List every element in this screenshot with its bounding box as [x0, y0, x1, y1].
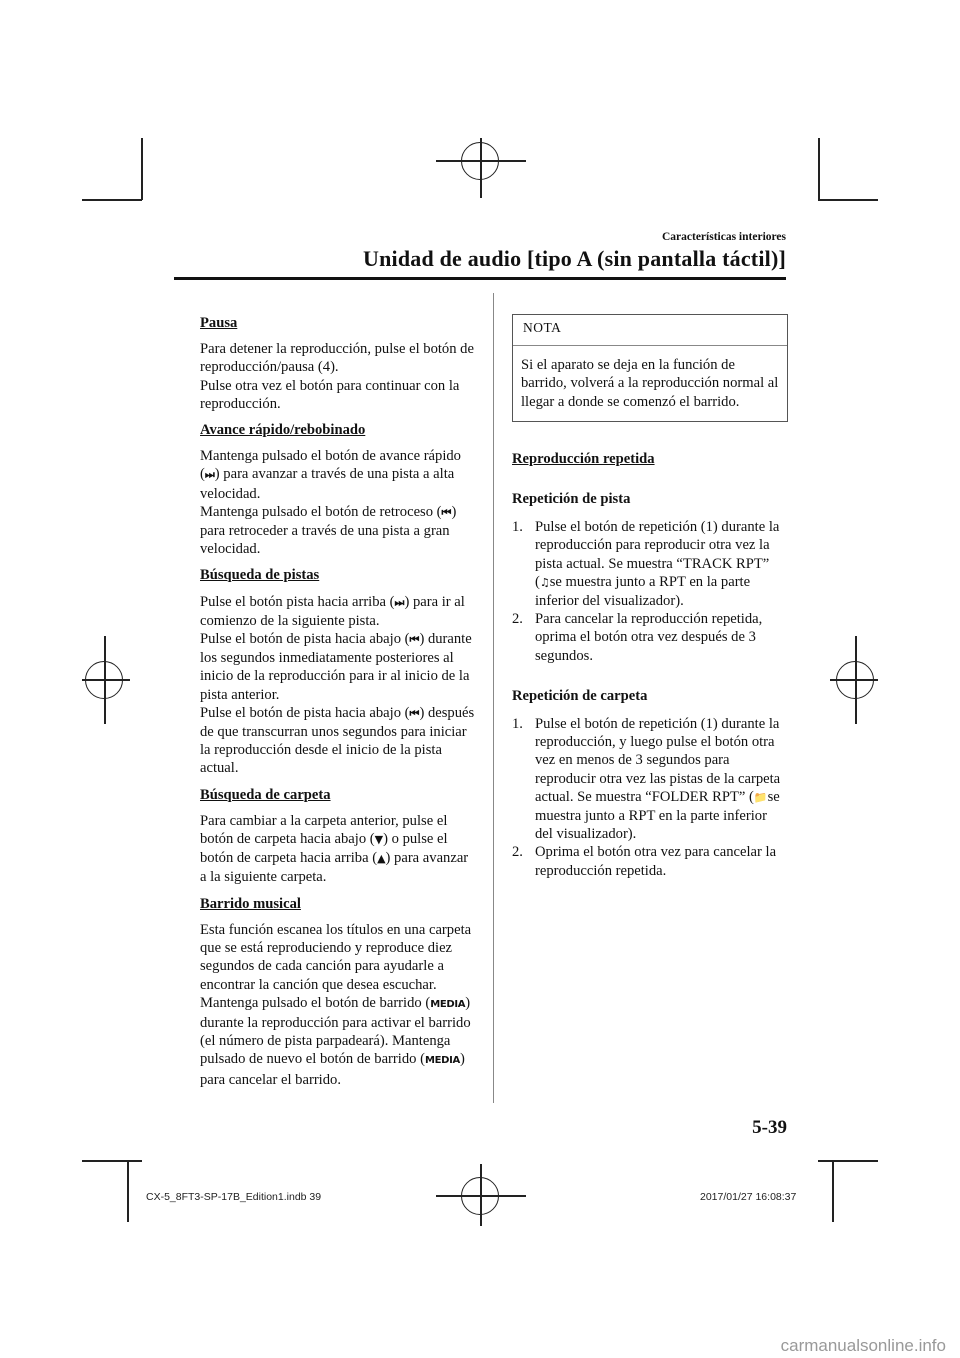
rewind-icon: ⏮: [441, 505, 452, 519]
track-down-icon: ⏮: [409, 706, 420, 720]
watermark: carmanualsonline.info: [780, 1336, 946, 1355]
paragraph-carpeta: Para cambiar a la carpeta anterior, pulse el botón de carpeta hacia abajo (▼) o pulse el botón de carpeta hacia arriba (▲) para avanzar a la siguiente carpeta.: [200, 812, 469, 886]
paragraph-pausa: Para detener la reproducción, pulse el botón de reproducción/pausa (4). Pulse otra vez el botón para continuar con la reproducción.: [200, 341, 474, 412]
page-number: 5-39: [752, 1117, 787, 1138]
music-note-icon: ♫: [539, 575, 550, 589]
heading-pistas: Búsqueda de pistas: [200, 567, 320, 584]
folder-repeat-steps: [512, 715, 788, 880]
left-column: [200, 314, 475, 1097]
track-repeat-steps: [512, 518, 788, 665]
heading-repeticion-carpeta: Repetición de carpeta: [512, 687, 648, 704]
column-divider: [493, 293, 494, 1103]
note-label: NOTA: [513, 315, 787, 346]
paragraph-barrido: Esta función escanea los títulos en una carpeta que se está reproduciendo y reproduce diez segundos de cada canción para ayudarle a encontrar la canción que desea escuchar. Mantenga pulsado el botón de barrido (MEDIA) durante la reproducción para activar el barrido (el número de pista parpadeará). Mantenga pulsado de nuevo el botón de barrido (MEDIA) para cancelar el barrido.: [200, 921, 472, 1088]
section-label: Características interiores: [661, 231, 786, 243]
heading-pausa: Pausa: [200, 315, 238, 331]
list-item: 1. Pulse el botón de repetición (1) durante la reproducción para reproducir otra vez la pista actual. Se muestra “TRACK RPT” (♫se muestra junto a RPT en la parte inferior del visualizador).: [512, 519, 780, 610]
list-item: 2. Para cancelar la reproducción repetida, oprima el botón otra vez después de 3 segundos.: [512, 611, 763, 664]
track-up-icon: ⏭: [394, 595, 405, 609]
heading-avance: Avance rápido/rebobinado: [200, 422, 366, 439]
paragraph-avance: Mantenga pulsado el botón de avance rápido (⏭) para avanzar a través de una pista a alta velocidad. Mantenga pulsado el botón de retroceso (⏮) para retroceder a través de una pista a gran velocidad.: [200, 448, 461, 558]
folder-icon: 📁: [753, 790, 768, 804]
note-box: [512, 314, 788, 422]
page-title: Unidad de audio [tipo A (sin pantalla táctil)]: [363, 246, 786, 271]
print-timestamp: 2017/01/27 16:08:37: [700, 1191, 797, 1203]
paragraph-pistas: Pulse el botón pista hacia arriba (⏭) para ir al comienzo de la siguiente pista. Pulse el botón de pista hacia abajo (⏮) durante los segundos inmediatamente posteriores al inicio de la reproducción para ir al inicio de la pista anterior. Pulse el botón de pista hacia abajo (⏮) después de que transcurran unos segundos para iniciar la reproducción desde el inicio de la pista actual.: [200, 593, 475, 777]
media-icon: MEDIA: [424, 1055, 460, 1067]
heading-reproduccion-repetida: Reproducción repetida: [512, 450, 655, 467]
right-column: [512, 314, 788, 902]
heading-carpeta: Búsqueda de carpeta: [200, 786, 331, 803]
fast-forward-icon: ⏭: [204, 468, 215, 482]
file-name: CX-5_8FT3-SP-17B_Edition1.indb 39: [146, 1191, 322, 1203]
note-text: Si el aparato se deja en la función de barrido, volverá a la reproducción normal al llegar a donde se comenzó el barrido.: [521, 357, 779, 410]
list-item: 1. Pulse el botón de repetición (1) durante la reproducción, y luego pulse el botón otra vez en menos de 3 segundos para reproducir otra vez las pistas de la carpeta actual. Se muestra “FOLDER RPT” (📁se muestra junto a RPT en la parte inferior del visualizador).: [512, 716, 781, 843]
list-item: 2. Oprima el botón otra vez para cancelar la reproducción repetida.: [512, 844, 777, 879]
folder-up-icon: ▲: [377, 852, 386, 866]
media-icon: MEDIA: [430, 998, 466, 1010]
folder-down-icon: ▼: [374, 833, 384, 847]
title-rule: [174, 277, 786, 280]
heading-repeticion-pista: Repetición de pista: [512, 491, 631, 508]
track-down-icon: ⏮: [409, 633, 420, 647]
heading-barrido: Barrido musical: [200, 895, 301, 912]
